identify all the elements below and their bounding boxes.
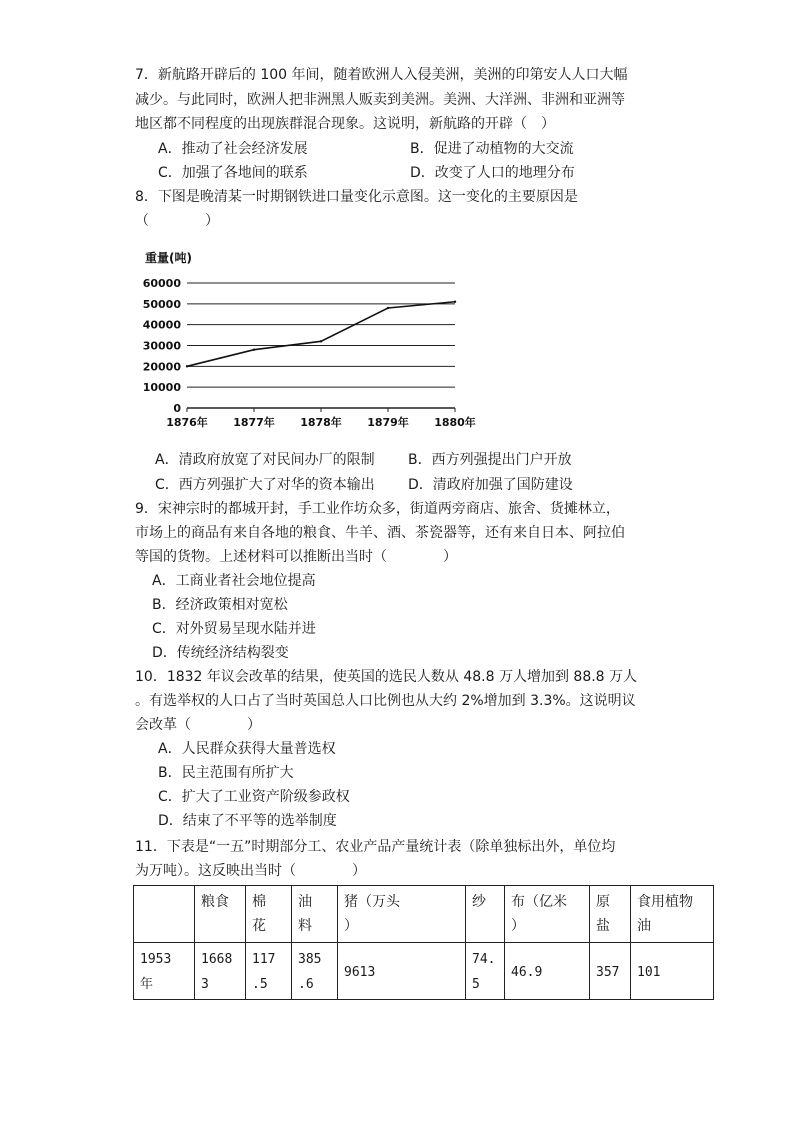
chart-x-tick-label: 1879年 — [367, 416, 409, 429]
q8-stem-line-1: 8．下图是晚清某一时期钢铁进口量变化示意图。这一变化的主要原因是 — [135, 189, 578, 205]
q8-option-a[interactable]: A．清政府放宽了对民间办厂的限制 — [155, 452, 375, 468]
table-cell: 357 — [590, 943, 631, 1000]
q8-option-d[interactable]: D．清政府加强了国防建设 — [408, 477, 573, 493]
q10-stem-line-3: 会改革（ ） — [135, 717, 261, 733]
chart-x-tick-label: 1880年 — [434, 416, 476, 429]
chart-x-tick-label: 1876年 — [166, 416, 208, 429]
table-cell: 1953 年 — [134, 943, 195, 1000]
chart-y-tick-label: 40000 — [142, 318, 181, 332]
q9-stem-line-2: 市场上的商品有来自各地的粮食、牛羊、酒、茶瓷器等，还有来自日本、阿拉伯 — [135, 525, 625, 541]
q10-option-d[interactable]: D．结束了不平等的选举制度 — [158, 813, 337, 829]
q7-option-b[interactable]: B．促进了动植物的大交流 — [410, 141, 574, 157]
table-header-row — [134, 886, 714, 943]
chart-data-point — [387, 307, 389, 309]
steel-import-line-chart — [135, 240, 495, 435]
table-cell: 385 .6 — [292, 943, 338, 1000]
chart-x-ticks — [166, 408, 476, 429]
table-header-cell: 猪（万头 ） — [338, 886, 466, 943]
chart-y-tick-label: 10000 — [142, 381, 181, 395]
q10-stem-line-1: 10．1832 年议会改革的结果，使英国的选民人数从 48.8 万人增加到 88.8 万人 — [135, 669, 638, 685]
q9-option-b[interactable]: B．经济政策相对宽松 — [152, 597, 288, 613]
chart-data-point — [320, 340, 322, 342]
q9-stem-line-1: 9．宋神宗时的都城开封，手工业作坊众多，街道两旁商店、旅舍、货摊林立， — [135, 501, 620, 517]
chart-y-tick-label: 0 — [173, 402, 181, 415]
chart-y-axis-label: 重量(吨) — [145, 251, 192, 265]
table-header-cell: 粮食 — [195, 886, 246, 943]
table-header-cell: 原 盐 — [590, 886, 631, 943]
q9-option-c[interactable]: C．对外贸易呈现水陆并进 — [152, 621, 316, 637]
q7-stem-line-1: 7．新航路开辟后的 100 年间，随着欧洲人入侵美洲，美洲的印第安人人口大幅 — [135, 67, 628, 83]
q8-option-b[interactable]: B．西方列强提出门户开放 — [408, 452, 572, 468]
chart-points — [186, 301, 456, 368]
q10-option-a[interactable]: A．人民群众获得大量普选权 — [158, 741, 336, 757]
q8-option-c[interactable]: C．西方列强扩大了对华的资本输出 — [155, 477, 375, 493]
q9-option-d[interactable]: D．传统经济结构裂变 — [152, 645, 289, 661]
table-cell: 117 .5 — [246, 943, 292, 1000]
chart-y-tick-label: 60000 — [142, 277, 181, 290]
chart-y-tick-label: 20000 — [142, 360, 181, 374]
q7-option-d[interactable]: D．改变了人口的地理分布 — [410, 165, 575, 181]
table-header-cell: 纱 — [466, 886, 505, 943]
chart-x-tick-label: 1877年 — [233, 416, 275, 429]
table-cell: 74. 5 — [466, 943, 505, 1000]
table-header-cell: 油 料 — [292, 886, 338, 943]
table-cell: 9613 — [338, 943, 466, 1000]
q7-option-c[interactable]: C．加强了各地间的联系 — [158, 165, 308, 181]
table-header-cell: 食用植物 油 — [631, 886, 714, 943]
table-header-cell: 棉 花 — [246, 886, 292, 943]
q7-stem-line-3: 地区都不同程度的出现族群混合现象。这说明，新航路的开辟（ ） — [135, 116, 555, 132]
q9-option-a[interactable]: A．工商业者社会地位提高 — [152, 573, 316, 589]
table-cell: 46.9 — [505, 943, 590, 1000]
table-cell: 1668 3 — [195, 943, 246, 1000]
chart-x-tick-label: 1878年 — [300, 416, 342, 429]
chart-data-point — [253, 348, 255, 350]
q11-stem-line-1: 11．下表是“一五”时期部分工、农业产品产量统计表（除单独标出外，单位均 — [135, 839, 616, 855]
chart-y-tick-label: 30000 — [142, 339, 181, 353]
q8-stem-line-2: （ ） — [135, 213, 219, 229]
table-row — [134, 943, 714, 1000]
table-cell: 101 — [631, 943, 714, 1000]
table-header-cell: 布（亿米 ） — [505, 886, 590, 943]
chart-data-point — [454, 301, 456, 303]
q10-stem-line-2: 。有选举权的人口占了当时英国总人口比例也从大约 2%增加到 3.3%。这说明议 — [135, 693, 636, 709]
chart-y-ticks — [143, 277, 182, 415]
chart-y-tick-label: 50000 — [142, 297, 181, 311]
q10-option-c[interactable]: C．扩大了工业资产阶级参政权 — [158, 789, 350, 805]
chart-series-line — [187, 302, 455, 367]
q7-stem-line-2: 减少。与此同时，欧洲人把非洲黑人贩卖到美洲。美洲、大洋洲、非洲和亚洲等 — [135, 92, 625, 108]
q7-option-a[interactable]: A．推动了社会经济发展 — [158, 141, 308, 157]
chart-gridlines — [187, 283, 455, 412]
table-header-cell — [134, 886, 195, 943]
q11-stem-line-2: 为万吨）。这反映出当时（ ） — [135, 863, 366, 879]
q9-stem-line-3: 等国的货物。上述材料可以推断出当时（ ） — [135, 549, 457, 565]
chart-data-point — [186, 365, 188, 367]
q10-option-b[interactable]: B．民主范围有所扩大 — [158, 765, 294, 781]
production-table — [133, 885, 714, 1000]
